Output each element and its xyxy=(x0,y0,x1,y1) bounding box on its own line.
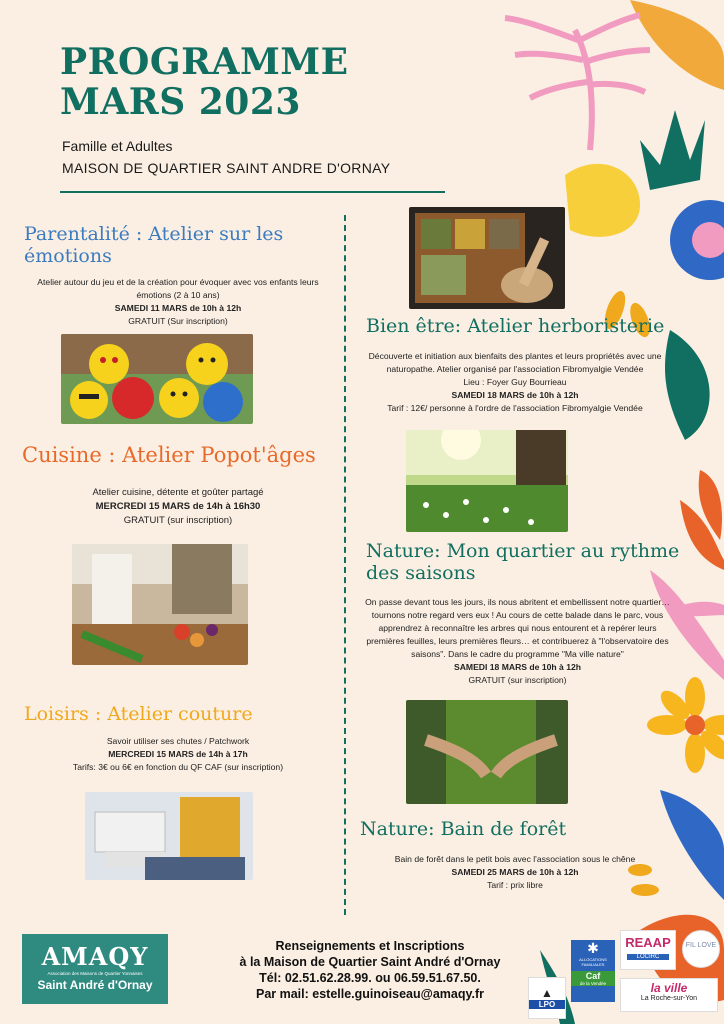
quartier-price: GRATUIT (sur inscription) xyxy=(468,675,567,685)
caf-label-2: Caf xyxy=(571,971,615,981)
loisirs-date: MERCREDI 15 MARS de 14h à 17h xyxy=(108,749,248,759)
ville-label-1: la ville xyxy=(650,981,688,995)
section-title-cuisine: Cuisine : Atelier Popot'âges xyxy=(22,443,316,467)
lpo-logo: ▲ LPO xyxy=(528,977,566,1019)
column-divider xyxy=(344,215,346,915)
sewing-photo xyxy=(85,792,253,880)
cuisine-desc: Atelier cuisine, détente et goûter partagé xyxy=(92,487,264,498)
bien-etre-date: SAMEDI 18 MARS de 10h à 12h xyxy=(451,390,579,400)
emoji-balls-photo xyxy=(61,334,253,424)
lpo-label: LPO xyxy=(529,1000,565,1009)
cooking-photo xyxy=(72,544,248,665)
section-body-loisirs xyxy=(28,735,328,774)
header-rule xyxy=(60,191,445,193)
ville-label-2: La Roche-sur-Yon xyxy=(640,995,698,1002)
amaqy-logo xyxy=(22,934,168,1004)
section-title-loisirs: Loisirs : Atelier couture xyxy=(24,703,253,725)
quartier-date: SAMEDI 18 MARS de 10h à 12h xyxy=(453,662,582,672)
amaqy-logo-main: AMAQY xyxy=(41,942,149,971)
caf-logo: ✱ ALLOCATIONS FAMILIALES Caf de la Vendée xyxy=(571,940,615,1002)
parentalite-date: SAMEDI 11 MARS de 10h à 12h xyxy=(114,303,242,313)
contact-phone: Tél: 02.51.62.28.99. ou 06.59.51.67.50. xyxy=(259,971,481,985)
section-title-quartier: Nature: Mon quartier au rythme des saisons xyxy=(366,540,680,584)
cuisine-date: MERCREDI 15 MARS de 14h à 16h30 xyxy=(95,501,261,512)
contact-line-1: Renseignements et Inscriptions xyxy=(275,939,465,953)
section-body-cuisine xyxy=(28,486,328,528)
bien-etre-desc: Découverte et initiation aux bienfaits des plantes et leurs propriétés avec une naturopathe. Atelier organisé par l'association Fibromyalgie Vendée xyxy=(368,351,662,374)
bain-foret-desc: Bain de forêt dans le petit bois avec l'association sous le chêne xyxy=(394,854,636,864)
section-body-bien-etre xyxy=(365,350,665,415)
contact-info xyxy=(200,938,540,1002)
fil-love-logo xyxy=(682,930,720,968)
bain-foret-date: SAMEDI 25 MARS de 10h à 12h xyxy=(451,867,579,877)
title-line-2: MARS 2023 xyxy=(60,81,301,123)
loisirs-desc: Savoir utiliser ses chutes / Patchwork xyxy=(106,736,250,746)
section-title-bain-foret: Nature: Bain de forêt xyxy=(360,818,567,840)
reaap-sub: LOCIRC xyxy=(627,954,669,960)
caf-label-1: ALLOCATIONS FAMILIALES xyxy=(579,957,607,967)
amaqy-logo-small: Association des Maisons de Quartier Yonnaises xyxy=(47,971,143,976)
herbs-photo xyxy=(409,207,565,309)
parentalite-desc: Atelier autour du jeu et de la création pour évoquer avec vos enfants leurs émotions (2 à 10 ans) xyxy=(37,277,319,300)
bien-etre-place: Lieu : Foyer Guy Bourrieau xyxy=(463,377,567,387)
contact-line-2: à la Maison de Quartier Saint André d'Ornay xyxy=(239,955,501,969)
title-line-1: PROGRAMME xyxy=(60,41,349,83)
quartier-desc: On passe devant tous les jours, ils nous abritent et embellissent notre quartier… tournons notre regard vers eux ! Au cours de cette balade dans le parc, vous apprendrez à reconnaître les arbres qui nous entourent et à repérer leurs premières feuilles, leurs premières fleurs… et contribuerez à "l'observatoire des saisons". Dans le cadre du programme "Ma ville nature" xyxy=(365,597,670,659)
fil-love-label: FIL LOVE xyxy=(685,942,717,949)
reaap-logo xyxy=(620,930,676,970)
caf-label-3: de la Vendée xyxy=(571,981,615,986)
section-body-parentalite xyxy=(28,276,328,328)
venue-label: MAISON DE QUARTIER SAINT ANDRE D'ORNAY xyxy=(62,160,391,176)
bain-foret-price: Tarif : prix libre xyxy=(487,880,543,890)
reaap-label: REAAP xyxy=(625,935,671,950)
meadow-photo xyxy=(406,430,568,532)
amaqy-logo-sub: Saint André d'Ornay xyxy=(37,978,153,992)
section-title-parentalite: Parentalité : Atelier sur les émotions xyxy=(24,223,284,267)
tree-hug-photo xyxy=(406,700,568,804)
section-title-bien-etre: Bien être: Atelier herboristerie xyxy=(366,315,665,337)
cuisine-price: GRATUIT (sur inscription) xyxy=(123,515,233,526)
ville-logo xyxy=(620,978,718,1012)
page-title xyxy=(60,42,349,122)
section-body-quartier xyxy=(365,596,670,687)
bien-etre-price: Tarif : 12€/ personne à l'ordre de l'association Fibromyalgie Vendée xyxy=(387,403,643,413)
section-body-bain-foret xyxy=(365,853,665,892)
parentalite-price: GRATUIT (Sur inscription) xyxy=(128,316,228,326)
audience-label: Famille et Adultes xyxy=(62,138,173,154)
contact-email: Par mail: estelle.guinoiseau@amaqy.fr xyxy=(255,987,484,1001)
loisirs-price: Tarifs: 3€ ou 6€ en fonction du QF CAF (sur inscription) xyxy=(72,762,284,772)
